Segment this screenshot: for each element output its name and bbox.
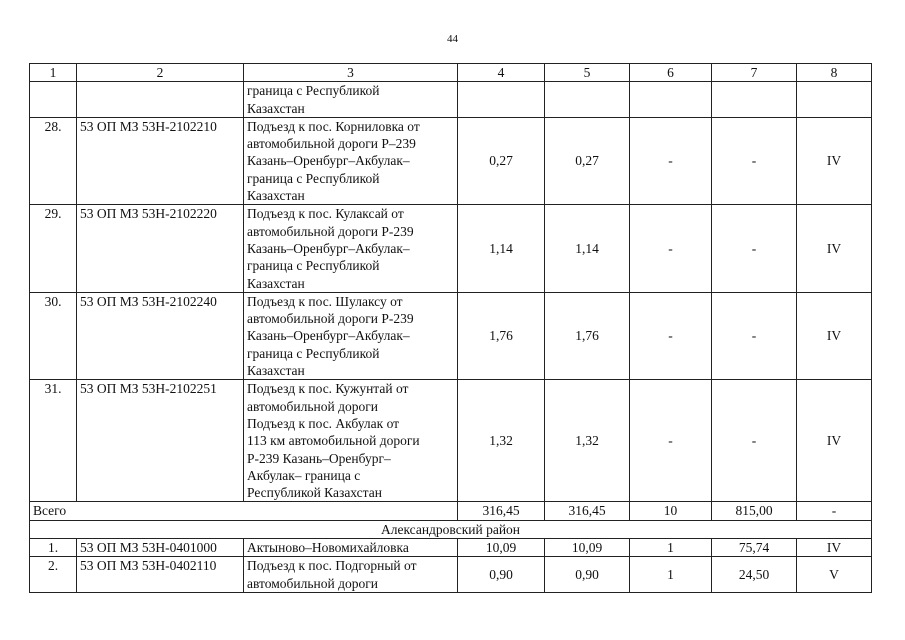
section-header-row: [30, 520, 872, 538]
table-row: [30, 539, 872, 557]
table-row: [30, 380, 872, 502]
continuation-c6: [630, 82, 712, 118]
roads-table: [29, 63, 872, 593]
row-number: 2.: [30, 557, 77, 593]
length-total: 1,76: [458, 292, 545, 379]
bridges-length: -: [712, 380, 797, 502]
bridges-count: -: [630, 292, 712, 379]
header-cell-3: 3: [244, 64, 458, 82]
bridges-count: 1: [630, 539, 712, 557]
continuation-num: [30, 82, 77, 118]
road-name: [244, 117, 458, 204]
road-name: [244, 380, 458, 502]
length-total: 0,90: [458, 557, 545, 593]
total-row: [30, 502, 872, 520]
name-line: Казахстан: [247, 100, 305, 116]
name-line: Р-239 Казань–Оренбург–: [247, 450, 391, 466]
length-asphalt: 1,14: [545, 205, 630, 292]
road-category: IV: [797, 205, 872, 292]
name-line: Подъезд к пос. Акбулак от: [247, 415, 400, 431]
length-total: 1,14: [458, 205, 545, 292]
row-number: 28.: [30, 117, 77, 204]
road-name: [244, 205, 458, 292]
length-asphalt: 0,90: [545, 557, 630, 593]
length-total: 1,32: [458, 380, 545, 502]
road-code: 53 ОП МЗ 53Н-2102210: [77, 117, 244, 204]
page-number: 44: [447, 33, 458, 45]
table-row: [30, 292, 872, 379]
row-number: 29.: [30, 205, 77, 292]
road-category: IV: [797, 292, 872, 379]
name-line: автомобильной дороги: [247, 398, 378, 414]
bridges-length: -: [712, 205, 797, 292]
total-label: Всего: [30, 502, 458, 520]
name-line: Акбулак– граница с: [247, 467, 361, 483]
name-line: граница с Республикой: [247, 345, 380, 361]
road-code: 53 ОП МЗ 53Н-0401000: [77, 539, 244, 557]
road-code: 53 ОП МЗ 53Н-2102251: [77, 380, 244, 502]
name-line: Подъезд к пос. Шулаксу от: [247, 293, 403, 309]
name-line: Подъезд к пос. Корниловка от: [247, 118, 420, 134]
road-name: [244, 539, 458, 557]
bridges-count: 1: [630, 557, 712, 593]
name-line: автомобильной дороги Р-239: [247, 223, 414, 239]
bridges-length: 75,74: [712, 539, 797, 557]
road-category: IV: [797, 380, 872, 502]
header-cell-4: 4: [458, 64, 545, 82]
name-line: граница с Республикой: [247, 83, 380, 99]
length-total: 10,09: [458, 539, 545, 557]
total-c5: 316,45: [545, 502, 630, 520]
road-code: 53 ОП МЗ 53Н-2102240: [77, 292, 244, 379]
continuation-c8: [797, 82, 872, 118]
road-code: 53 ОП МЗ 53Н-0402110: [77, 557, 244, 593]
road-name: [244, 292, 458, 379]
road-code: 53 ОП МЗ 53Н-2102220: [77, 205, 244, 292]
name-line: автомобильной дороги Р-239: [247, 311, 414, 327]
row-number: 30.: [30, 292, 77, 379]
section-title: Александровский район: [30, 520, 872, 538]
road-name: [244, 557, 458, 593]
continuation-c5: [545, 82, 630, 118]
name-line: Казахстан: [247, 363, 305, 379]
name-line: Подъезд к пос. Кулаксай от: [247, 206, 404, 222]
bridges-length: 24,50: [712, 557, 797, 593]
name-line: автомобильной дороги Р–239: [247, 136, 416, 152]
row-number: 31.: [30, 380, 77, 502]
header-cell-2: 2: [77, 64, 244, 82]
name-line: Казань–Оренбург–Акбулак–: [247, 328, 410, 344]
table-body: [30, 64, 872, 593]
header-cell-6: 6: [630, 64, 712, 82]
header-cell-5: 5: [545, 64, 630, 82]
name-line: Подъезд к пос. Кужунтай от: [247, 381, 409, 397]
header-cell-8: 8: [797, 64, 872, 82]
name-line: 113 км автомобильной дороги: [247, 433, 420, 449]
road-category: V: [797, 557, 872, 593]
total-c6: 10: [630, 502, 712, 520]
name-line: Республикой Казахстан: [247, 485, 382, 501]
table-row: [30, 117, 872, 204]
name-line: Подъезд к пос. Подгорный от: [247, 558, 417, 574]
bridges-length: -: [712, 117, 797, 204]
length-asphalt: 0,27: [545, 117, 630, 204]
name-line: Казахстан: [247, 188, 305, 204]
name-line: граница с Республикой: [247, 258, 380, 274]
header-cell-1: 1: [30, 64, 77, 82]
bridges-count: -: [630, 380, 712, 502]
length-asphalt: 1,32: [545, 380, 630, 502]
continuation-name: [244, 82, 458, 118]
name-line: Актыново–Новомихайловка: [247, 540, 409, 556]
total-c4: 316,45: [458, 502, 545, 520]
length-asphalt: 10,09: [545, 539, 630, 557]
continuation-code: [77, 82, 244, 118]
table-row: [30, 205, 872, 292]
road-category: IV: [797, 539, 872, 557]
total-c7: 815,00: [712, 502, 797, 520]
name-line: Казань–Оренбург–Акбулак–: [247, 153, 410, 169]
continuation-c7: [712, 82, 797, 118]
length-asphalt: 1,76: [545, 292, 630, 379]
bridges-count: -: [630, 205, 712, 292]
name-line: Казань–Оренбург–Акбулак–: [247, 240, 410, 256]
table-row: [30, 557, 872, 593]
continuation-row: [30, 82, 872, 118]
bridges-length: -: [712, 292, 797, 379]
header-cell-7: 7: [712, 64, 797, 82]
length-total: 0,27: [458, 117, 545, 204]
name-line: Казахстан: [247, 275, 305, 291]
total-c8: -: [797, 502, 872, 520]
row-number: 1.: [30, 539, 77, 557]
name-line: граница с Республикой: [247, 170, 380, 186]
continuation-c4: [458, 82, 545, 118]
bridges-count: -: [630, 117, 712, 204]
name-line: автомобильной дороги: [247, 575, 378, 591]
header-row: [30, 64, 872, 82]
road-category: IV: [797, 117, 872, 204]
